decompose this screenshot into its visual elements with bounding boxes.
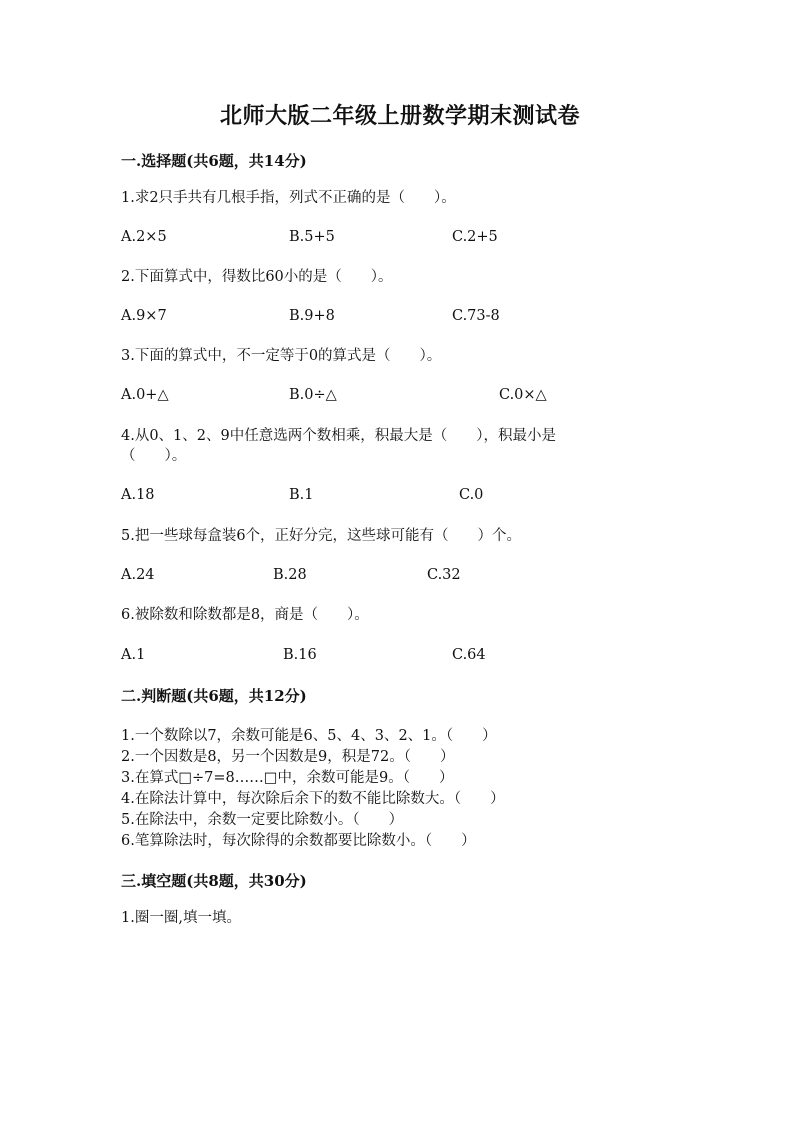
option-b: B.9+8 <box>289 308 335 324</box>
question-4-line-1: 4.从0、1、2、9中任意选两个数相乘，积最大是（ ），积最小是 <box>121 428 556 444</box>
option-c: C.32 <box>427 567 461 583</box>
question-2: 2.下面算式中，得数比60小的是（ ）。 <box>121 269 393 285</box>
option-a: A.18 <box>121 487 155 503</box>
question-4-line-2: （ ）。 <box>121 448 187 464</box>
option-b: B.0÷△ <box>289 387 337 403</box>
option-b: B.28 <box>273 567 307 583</box>
option-a: A.1 <box>121 647 146 663</box>
judgment-item: 1.一个数除以7，余数可能是6、5、4、3、2、1。（ ） <box>121 728 497 744</box>
option-c: C.0 <box>459 487 484 503</box>
option-c: C.73-8 <box>452 308 500 324</box>
section-heading-judgment: 二.判断题(共6题，共12分) <box>121 687 307 705</box>
judgment-item: 2.一个因数是8，另一个因数是9，积是72。（ ） <box>121 749 455 765</box>
option-c: C.2+5 <box>452 229 498 245</box>
question-5: 5.把一些球每盒装6个，正好分完，这些球可能有（ ）个。 <box>121 528 522 544</box>
option-c: C.64 <box>452 647 486 663</box>
section-heading-fill-in: 三.填空题(共8题，共30分) <box>121 872 307 890</box>
option-c: C.0×△ <box>499 387 547 403</box>
question-1: 1.求2只手共有几根手指，列式不正确的是（ ）。 <box>121 190 456 206</box>
question-6: 6.被除数和除数都是8，商是（ ）。 <box>121 607 369 623</box>
option-a: A.24 <box>121 567 155 583</box>
judgment-item: 4.在除法计算中，每次除后余下的数不能比除数大。（ ） <box>121 791 505 807</box>
page-title: 北师大版二年级上册数学期末测试卷 <box>219 103 580 129</box>
option-a: A.0+△ <box>121 387 169 403</box>
option-a: A.2×5 <box>121 229 167 245</box>
question-3: 3.下面的算式中，不一定等于0的算式是（ ）。 <box>121 348 442 364</box>
judgment-item: 5.在除法中，余数一定要比除数小。（ ） <box>121 812 404 828</box>
option-a: A.9×7 <box>121 308 167 324</box>
judgment-item: 6.笔算除法时，每次除得的余数都要比除数小。（ ） <box>121 833 476 849</box>
fill-question-1: 1.圈一圈,填一填。 <box>121 910 241 926</box>
option-b: B.1 <box>289 487 314 503</box>
option-b: B.5+5 <box>289 229 335 245</box>
option-b: B.16 <box>283 647 317 663</box>
judgment-item: 3.在算式□÷7=8……□中，余数可能是9。（ ） <box>121 770 454 786</box>
section-heading-choice: 一.选择题(共6题，共14分) <box>121 152 307 170</box>
